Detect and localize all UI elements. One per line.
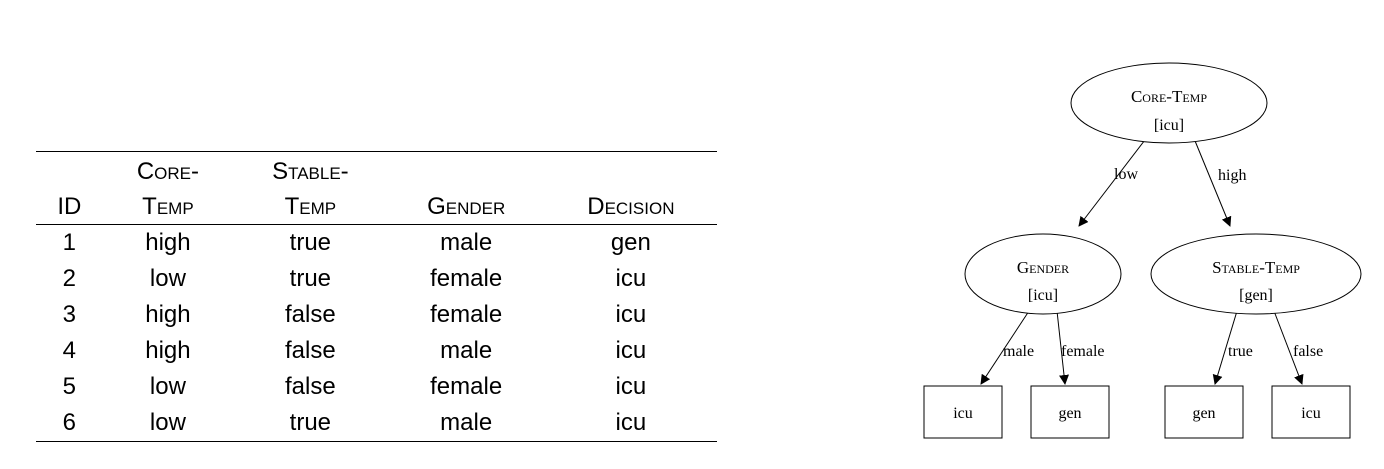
- gender-attribute: Gender: [1016, 258, 1070, 277]
- table-cell-decision: icu: [615, 373, 647, 400]
- edge-label-female: female: [1061, 343, 1105, 360]
- table-cell-stable-temp: true: [289, 229, 332, 256]
- table-cell-decision: icu: [615, 337, 647, 364]
- gender-majority: [icu]: [1027, 287, 1059, 304]
- table-cell-gender: female: [430, 301, 503, 328]
- table-cell-stable-temp: true: [289, 265, 332, 292]
- table-cell-gender: male: [440, 337, 493, 364]
- table-cell-gender: female: [430, 265, 503, 292]
- table-cell-decision: icu: [615, 265, 647, 292]
- table-cell-decision: icu: [615, 409, 647, 436]
- table-cell-id: 5: [62, 373, 77, 400]
- table-cell-id: 1: [62, 229, 77, 256]
- column-header-text: ID: [57, 193, 82, 220]
- column-header-text: Gender: [427, 193, 506, 220]
- table-cell-id: 3: [62, 301, 77, 328]
- edge-label-false: false: [1293, 343, 1324, 360]
- column-header-text: Stable-: [272, 158, 349, 185]
- tree-leaf: [1272, 386, 1350, 438]
- column-header-text: Core-: [136, 158, 199, 185]
- leaf-label: gen: [1192, 405, 1216, 422]
- edge-label-male: male: [1003, 343, 1035, 360]
- leaf-label: icu: [953, 405, 973, 422]
- table-cell-stable-temp: false: [285, 301, 336, 328]
- edge-label-true: true: [1228, 343, 1253, 360]
- table-cell-core-temp: high: [145, 229, 191, 256]
- table-cell-gender: female: [430, 373, 503, 400]
- edge-label-low: low: [1114, 166, 1138, 183]
- table-cell-stable-temp: false: [285, 373, 336, 400]
- table-cell-id: 6: [62, 409, 77, 436]
- tree-node-root: [1071, 63, 1267, 143]
- leaf-label: icu: [1301, 405, 1321, 422]
- tree-leaf: [924, 386, 1002, 438]
- table-cell-core-temp: low: [149, 373, 186, 400]
- stable-temp-majority: [gen]: [1239, 287, 1273, 304]
- root-attribute: Core-Temp: [1130, 87, 1208, 106]
- tree-node-stable-temp: [1151, 234, 1361, 314]
- column-header-text: Temp: [284, 193, 337, 220]
- table-cell-id: 4: [62, 337, 77, 364]
- table-cell-stable-temp: true: [289, 409, 332, 436]
- table-cell-core-temp: high: [145, 337, 191, 364]
- table-cell-decision: gen: [610, 229, 651, 256]
- tree-leaf: [1165, 386, 1243, 438]
- table-cell-gender: male: [440, 409, 493, 436]
- column-header-text: Temp: [142, 193, 194, 220]
- tree-leaf: [1031, 386, 1109, 438]
- table-cell-stable-temp: false: [285, 337, 336, 364]
- leaf-label: gen: [1058, 405, 1082, 422]
- table-cell-core-temp: low: [149, 265, 186, 292]
- tree-node-gender: [965, 234, 1121, 314]
- column-header-text: Decision: [587, 193, 675, 220]
- edge-label-high: high: [1218, 167, 1247, 184]
- table-cell-gender: male: [440, 229, 493, 256]
- stable-temp-attribute: Stable-Temp: [1212, 258, 1300, 277]
- table-cell-id: 2: [62, 265, 77, 292]
- table-cell-core-temp: low: [149, 409, 186, 436]
- root-majority: [icu]: [1153, 117, 1185, 134]
- table-cell-decision: icu: [615, 301, 647, 328]
- table-cell-core-temp: high: [145, 301, 191, 328]
